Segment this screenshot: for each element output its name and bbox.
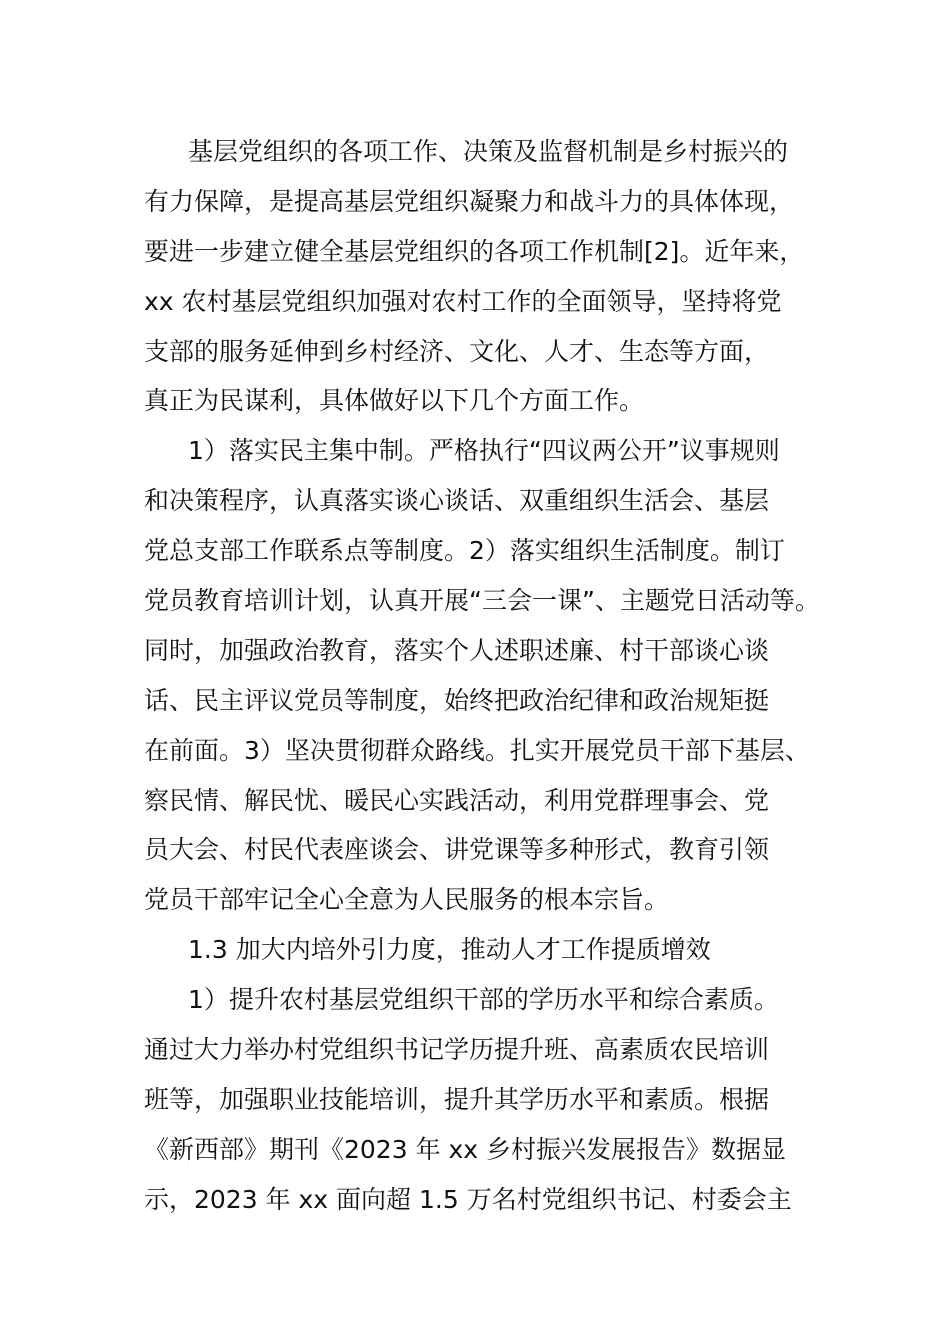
body-text bbox=[144, 127, 824, 1225]
paragraph-line: 党总支部工作联系点等制度。2）落实组织生活制度。制订 bbox=[144, 536, 785, 566]
paragraph-line: 要进一步建立健全基层党组织的各项工作机制[2]。近年来， bbox=[144, 236, 805, 266]
paragraph-line: xx 农村基层党组织加强对农村工作的全面领导，坚持将党 bbox=[144, 286, 782, 316]
paragraph-line: 党员干部牢记全心全意为人民服务的根本宗旨。 bbox=[144, 885, 670, 915]
paragraph-line: 班等，加强职业技能培训，提升其学历水平和素质。根据 bbox=[144, 1084, 770, 1114]
paragraph-line: 《新西部》期刊《2023 年 xx 乡村振兴发展报告》数据显 bbox=[144, 1134, 787, 1164]
paragraph-line: 同时，加强政治教育，落实个人述职述廉、村干部谈心谈 bbox=[144, 635, 770, 665]
paragraph-line: 察民情、解民忧、暖民心实践活动，利用党群理事会、党 bbox=[144, 785, 770, 815]
paragraph-line: 通过大力举办村党组织书记学历提升班、高素质农民培训 bbox=[144, 1035, 770, 1065]
paragraph-line: 在前面。3）坚决贯彻群众路线。扎实开展党员干部下基层、 bbox=[144, 735, 810, 765]
paragraph-line: 示，2023 年 xx 面向超 1.5 万名村党组织书记、村委会主 bbox=[144, 1184, 792, 1214]
paragraph-line: 有力保障，是提高基层党组织凝聚力和战斗力的具体体现， bbox=[144, 186, 795, 216]
paragraph-line: 和决策程序，认真落实谈心谈话、双重组织生活会、基层 bbox=[144, 486, 770, 516]
paragraph-line: 1）提升农村基层党组织干部的学历水平和综合素质。 bbox=[188, 985, 779, 1015]
paragraph-line: 员大会、村民代表座谈会、讲党课等多种形式，教育引领 bbox=[144, 835, 770, 865]
paragraph-line: 真正为民谋利，具体做好以下几个方面工作。 bbox=[144, 386, 645, 416]
paragraph-line: 支部的服务延伸到乡村经济、文化、人才、生态等方面， bbox=[144, 336, 770, 366]
paragraph-line: 话、民主评议党员等制度，始终把政治纪律和政治规矩挺 bbox=[144, 685, 770, 715]
paragraph-line: 基层党组织的各项工作、决策及监督机制是乡村振兴的 bbox=[188, 137, 789, 166]
paragraph-line: 1）落实民主集中制。严格执行“四议两公开”议事规则 bbox=[188, 436, 780, 466]
paragraph-line: 党员教育培训计划，认真开展“三会一课”、主题党日活动等。 bbox=[144, 586, 820, 616]
section-heading: 1.3 加大内培外引力度，推动人才工作提质增效 bbox=[188, 935, 711, 965]
